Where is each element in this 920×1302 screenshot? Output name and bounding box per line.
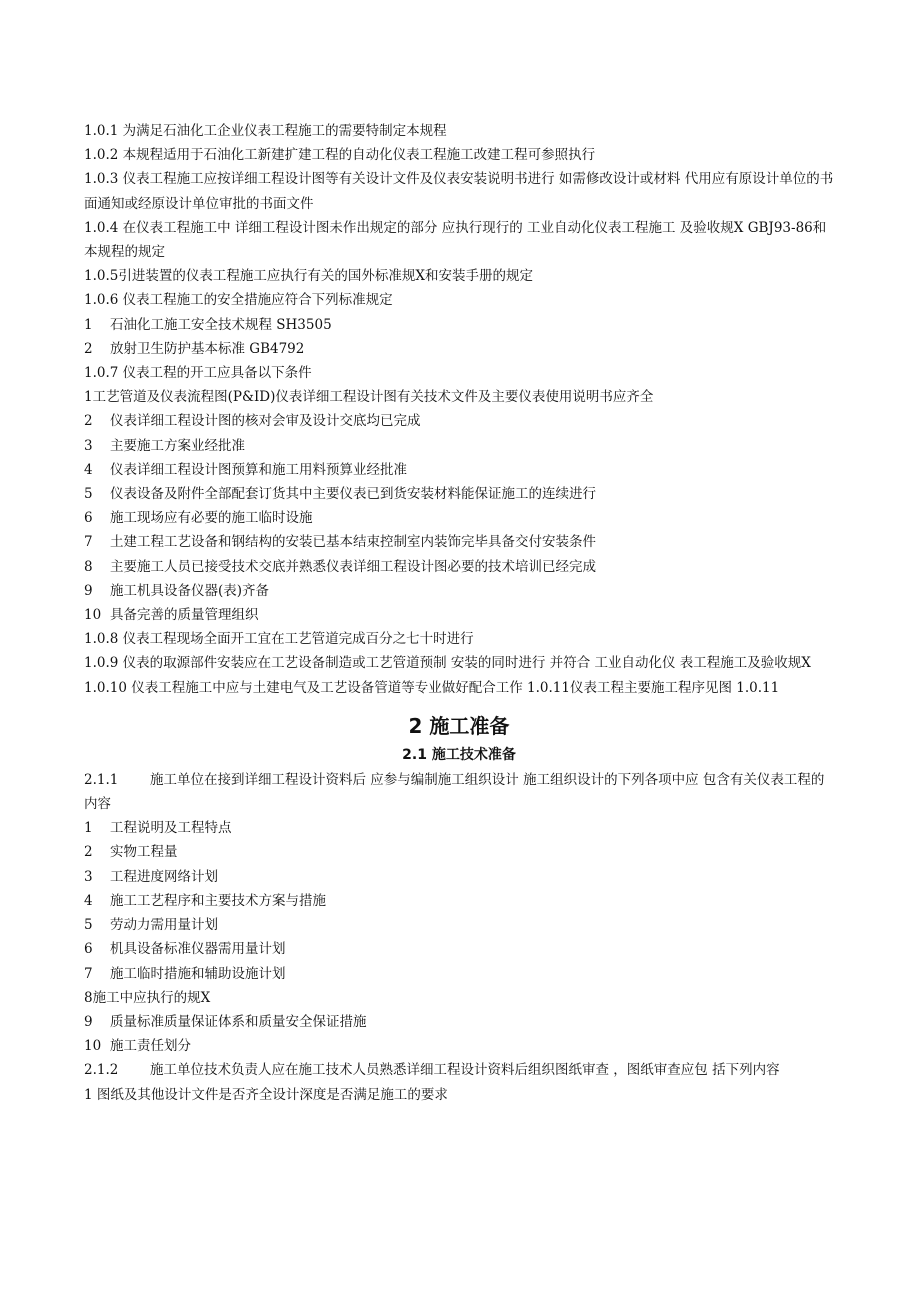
list-item-text: 质量标准质量保证体系和质量安全保证措施: [110, 1013, 367, 1030]
list-item-text: 仪表设备及附件全部配套订货其中主要仪表已到货安装材料能保证施工的连续进行: [110, 486, 596, 503]
list-item: 8施工中应执行的规X: [84, 989, 211, 1006]
list-item-number: 6: [84, 941, 93, 958]
list-item-text: 主要施工人员已接受技术交底并熟悉仪表详细工程设计图必要的技术培训已经完成: [110, 558, 596, 575]
list-item: [84, 865, 834, 889]
clause-2-1-1: [84, 768, 834, 816]
list-item-number: 9: [84, 1013, 93, 1030]
subsection-title: 2.1 施工技术准备: [402, 746, 516, 763]
list-item-text: 施工临时措施和辅助设施计划: [110, 965, 286, 982]
list-item: [84, 1010, 834, 1034]
list-item-text: 主要施工方案业经批准: [110, 437, 245, 454]
list-item-text: 石油化工施工安全技术规程 SH3505: [110, 316, 332, 333]
list-item-text: 施工责任划分: [110, 1038, 191, 1055]
list-item: [84, 816, 834, 840]
list-item: [84, 458, 834, 482]
list-item: [84, 555, 834, 579]
list-item: [84, 530, 834, 554]
list-item-number: 5: [84, 486, 93, 503]
clause-1-0-9: 1.0.9 仪表的取源部件安装应在工艺设备制造或工艺管道预制 安装的同时进行 并符合 工业自动化仪 表工程施工及验收规X: [84, 655, 811, 672]
list-item-number: 5: [84, 917, 93, 934]
clause-1-0-10: 1.0.10 仪表工程施工中应与土建电气及工艺设备管道等专业做好配合工作 1.0.11仪表工程主要施工程序见图 1.0.11: [84, 679, 780, 696]
list-item-text: 实物工程量: [110, 844, 178, 861]
list-item-text: 施工机具设备仪器(表)齐备: [110, 582, 270, 599]
list-item-text: 土建工程工艺设备和钢结构的安装已基本结束控制室内装饰完毕具备交付安装条件: [110, 534, 596, 551]
list-item: [84, 409, 834, 433]
clause-1-0-2: 1.0.2 本规程适用于石油化工新建扩建工程的自动化仪表工程施工改建工程可参照执行: [84, 147, 596, 164]
clause-1-0-1: 1.0.1 为满足石油化工企业仪表工程施工的需要特制定本规程: [84, 123, 447, 139]
list-item-number: 4: [84, 892, 93, 909]
clause-1-0-7: 1.0.7 仪表工程的开工应具备以下条件: [84, 365, 312, 382]
clause-1-0-6: 1.0.6 仪表工程施工的安全措施应符合下列标准规定: [84, 292, 393, 309]
list-item-number: 10: [84, 607, 102, 624]
list-item: [84, 434, 834, 458]
list-item-number: 1: [84, 316, 93, 333]
list-item-text: 施工现场应有必要的施工临时设施: [110, 510, 313, 527]
list-item-text: 劳动力需用量计划: [110, 917, 218, 934]
list-item: [84, 506, 834, 530]
list-item-number: 3: [84, 437, 93, 454]
clause-2-1-2: [84, 1058, 834, 1082]
list-item-text: 放射卫生防护基本标准 GB4792: [110, 340, 305, 357]
clause-number: 2.1.2: [84, 1062, 119, 1079]
document-page: [84, 119, 834, 1107]
clause-text: 施工单位在接到详细工程设计资料后 应参与编制施工组织设计 施工组织设计的下列各项中应 包含有关仪表工程的内容: [84, 771, 825, 813]
list-item-number: 2: [84, 844, 93, 861]
list-item: [84, 840, 834, 864]
list-item: [84, 579, 834, 603]
list-item: 1 图纸及其他设计文件是否齐全设计深度是否满足施工的要求: [84, 1086, 448, 1103]
clause-1-0-4: 1.0.4 在仪表工程施工中 详细工程设计图未作出规定的部分 应执行现行的 工业自动化仪表工程施工 及验收规X GBJ93-86和本规程的规定: [84, 219, 827, 261]
list-item-text: 工程说明及工程特点: [110, 820, 232, 837]
list-item: [84, 603, 834, 627]
list-item-number: 7: [84, 965, 93, 982]
list-item-number: 1: [84, 820, 93, 837]
list-item: [84, 913, 834, 937]
clause-text: 施工单位技术负责人应在施工技术人员熟悉详细工程设计资料后组织图纸审查 ，图纸审查应包 括下列内容: [150, 1062, 780, 1079]
clause-1-0-5: 1.0.5引进装置的仪表工程施工应执行有关的国外标准规X和安装手册的规定: [84, 268, 533, 285]
list-item: [84, 889, 834, 913]
list-item-number: 3: [84, 868, 93, 885]
list-item: [84, 337, 834, 361]
list-item: [84, 937, 834, 961]
list-item-number: 2: [84, 340, 93, 357]
list-item: [84, 313, 834, 337]
list-item-number: 7: [84, 534, 93, 551]
list-item-text: 仪表详细工程设计图的核对会审及设计交底均已完成: [110, 413, 421, 430]
clause-1-0-8: 1.0.8 仪表工程现场全面开工宜在工艺管道完成百分之七十时进行: [84, 631, 474, 648]
list-item-number: 10: [84, 1038, 102, 1055]
list-item: [84, 1034, 834, 1058]
list-item-text: 仪表详细工程设计图预算和施工用料预算业经批准: [110, 461, 407, 478]
list-item-number: 4: [84, 461, 93, 478]
list-item: [84, 482, 834, 506]
list-item-number: 9: [84, 582, 93, 599]
list-item: [84, 962, 834, 986]
list-item-text: 工程进度网络计划: [110, 868, 218, 885]
list-item-text: 施工工艺程序和主要技术方案与措施: [110, 892, 326, 909]
list-item-number: 2: [84, 413, 93, 430]
clause-1-0-3: 1.0.3 仪表工程施工应按详细工程设计图等有关设计文件及仪表安装说明书进行 如需修改设计或材料 代用应有原设计单位的书面通知或经原设计单位审批的书面文件: [84, 171, 834, 212]
list-item-number: 8: [84, 558, 93, 575]
list-item-text: 机具设备标准仪器需用量计划: [110, 941, 286, 958]
section-title: 2 施工准备: [408, 713, 510, 738]
list-item-text: 具备完善的质量管理组织: [110, 607, 259, 624]
list-item: 1工艺管道及仪表流程图(P&ID)仪表详细工程设计图有关技术文件及主要仪表使用说明书应齐全: [84, 389, 654, 406]
list-item-number: 6: [84, 510, 93, 527]
clause-number: 2.1.1: [84, 771, 119, 788]
